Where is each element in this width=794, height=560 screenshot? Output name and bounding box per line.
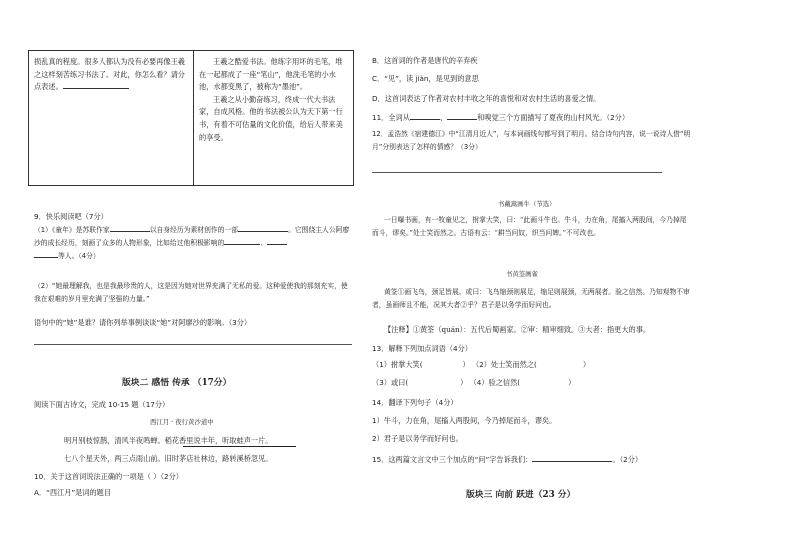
q10-option-d[interactable]: D．这首词表达了作者对农村丰收之年的喜悦和对农村生活的喜爱之情。 <box>372 94 601 103</box>
q9-part1-text-d: 、 <box>260 238 268 247</box>
q10-stem: 10．关于这首词说法正确的一项是（ ）（2分） <box>34 472 183 481</box>
q10-option-c[interactable]: C．“见”，读 jiàn，是见到的意思 <box>372 74 479 83</box>
q10-option-b[interactable]: B．这首词的作者是唐代的辛弃疾 <box>372 56 478 65</box>
q13-item-2: ） （2）处士笑而然之( <box>462 360 537 369</box>
passage1: 一日曝书画，有一牧童见之，拊掌大笑，曰：“此画斗牛也。牛斗，力在角，尾搐入两股间，今乃掉尾而斗，谬矣。”处士笑而然之。古语有云：“耕当问奴，织当问婢。”不可改也。 <box>372 216 687 237</box>
character-blank-2[interactable] <box>267 237 287 245</box>
character-blank-1[interactable] <box>224 237 260 245</box>
q9-part2: （2）“她最理解我，也是我最珍贵的人，这是因为她对世界充满了无私的爱。这种爱使我的那刻充实，使我在艰难的岁月里充满了坚强的力量。” <box>34 282 348 303</box>
q9-part1-text-a: （1）《童年》是苏联作家 <box>34 226 110 234</box>
q13-item-4: ） （4）验之信然( <box>460 378 521 387</box>
character-blank-3[interactable] <box>34 250 58 258</box>
passage2-title: 书黄筌画雀 <box>506 270 538 278</box>
table-cell-material <box>194 51 354 186</box>
q11 <box>372 112 629 122</box>
q10-option-a[interactable]: A．“西江月”是词的题目 <box>34 488 112 497</box>
section3-title: 版块三 向前 跃进（23 分） <box>466 490 576 500</box>
table-cell-question <box>29 51 194 186</box>
q15-text-b: 。（2分） <box>612 455 643 464</box>
q14-sentence-2: 2）君子是以务学而好问也。 <box>372 434 463 443</box>
annotation-note: 【注释】①黄筌（quán）：五代后蜀画家。②审：精审细致。③大者：指更大的事。 <box>384 325 651 334</box>
q13-row-2 <box>372 378 575 387</box>
q14-heading: 14．翻译下列句子（4分） <box>372 398 458 407</box>
q15-text-a: 15．这两篇文言文中三个加点的“问”字告诉我们： <box>372 455 533 464</box>
passage1-title: 书戴嵩画牛（节选） <box>498 200 556 208</box>
author-blank[interactable] <box>110 224 150 232</box>
q12-answer-line[interactable] <box>372 172 662 173</box>
material-paragraph-1: 王羲之酷爱书法。他练字用坏的毛笔，堆在一起都成了一座“笔山”，他洗毛笔的小水池，水都变黑了，被称为“墨池”。 <box>199 57 343 92</box>
poem-line-2: 七八个星天外，两三点雨山前。旧时茅店社林边，路转溪桥忽见。 <box>64 454 273 463</box>
poem-underline <box>183 446 296 447</box>
table-question-text: 损乱真的程度。很多人都认为没有必要再像王羲之这样刻苦练习书法了。对此，你怎么看？请分点表述。 <box>34 57 185 92</box>
q13-heading: 13．解释下列加点词语（4分） <box>372 344 472 353</box>
genre-blank[interactable] <box>238 224 288 232</box>
q9-part2-question: 语句中的“她”是谁？请你列举事例谈谈“她”对阿廖沙的影响。（3分） <box>34 318 252 327</box>
poem-line-1: 明月别枝惊鹊，清风半夜鸣蝉。稻花香里说丰年，听取蛙声一片。 <box>64 436 273 445</box>
section2-intro: 阅读下面古诗文，完成 10-15 题（17分） <box>34 400 170 409</box>
q11-text-b: 、 <box>439 113 448 122</box>
q9-part1-text-b: 以自身经历为素材创作的一部 <box>149 226 239 234</box>
q11-blank-1[interactable] <box>410 112 440 120</box>
q9-part1-text-e: 等人。（4分） <box>58 251 100 260</box>
q14-sentence-1: 1）牛斗，力在角，尾搐入两股间，今乃掉尾而斗，谬矣。 <box>372 416 557 425</box>
section2-title: 版块二 感悟 传承 （17分） <box>122 378 232 388</box>
q15-blank[interactable] <box>532 454 612 462</box>
q9-part1-text-c: 。它围绕主人公阿廖沙的成长经历，刻画了众多的人物形象，比如给过他积极影响的 <box>34 226 350 247</box>
q11-text-c: 和嗅觉三个方面描写了夏夜的山村风光。（2分） <box>477 113 630 122</box>
q12: 12．孟浩然《宿建德江》中“江清月近人”，与本词画线句都写到了明月。结合诗句内容，说一说诗人借“明月”分别表达了怎样的情感？（3分） <box>372 130 691 151</box>
passage2: 黄筌①画飞鸟，颈足皆展。或曰：飞鸟缩颈则展足，缩足则展颈，无两展者。验之信然。乃知观物不审者，虽画师且不能，况其大者②乎？君子是以务学而好问也。 <box>372 288 690 309</box>
q11-text-a: 11．全词从 <box>372 113 410 122</box>
q9-heading: 9．快乐阅读吧（7分） <box>34 212 108 221</box>
q11-blank-2[interactable] <box>447 112 477 120</box>
q13-close-4: ） <box>568 378 576 387</box>
q13-close-2: ） <box>582 360 591 369</box>
q15 <box>372 454 642 464</box>
q13-item-3: （3）或曰( <box>372 378 409 387</box>
answer-blank[interactable] <box>63 81 129 89</box>
answer-line[interactable] <box>34 344 352 345</box>
q9-part1 <box>34 224 354 263</box>
material-paragraph-2: 王羲之从小勤奋练习，终成一代大书法家，自成风格。他的书法被公认为天下第一行书，有着不可估量的文化价值，给后人带来美的享受。 <box>199 94 343 142</box>
poem-title: 西江月 · 夜行黄沙道中 <box>150 418 214 426</box>
q13-item-1: （1）拊掌大笑( <box>372 360 423 369</box>
comparison-table <box>28 50 354 186</box>
q13-row-1 <box>372 360 590 369</box>
